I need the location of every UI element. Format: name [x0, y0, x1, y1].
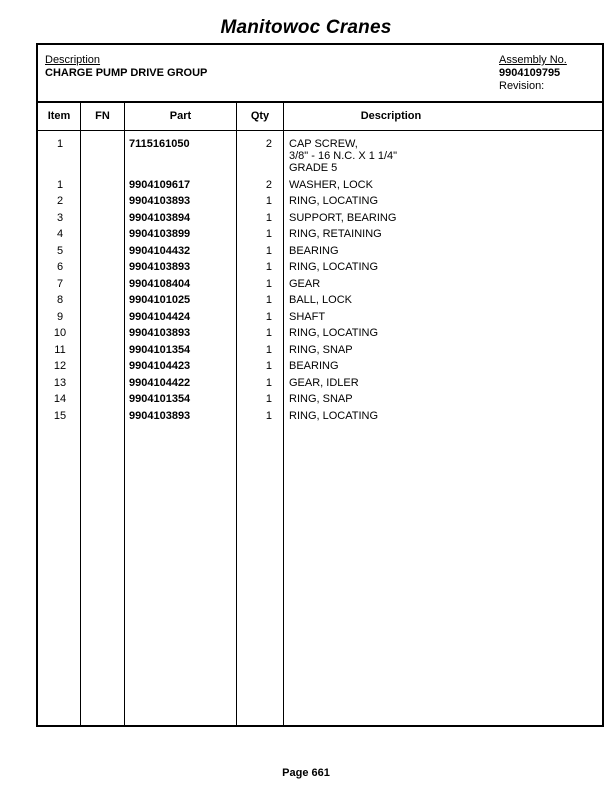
column-header-description: Description	[360, 110, 422, 122]
part-description	[289, 311, 325, 323]
part-description	[289, 344, 353, 356]
item-number: 11	[54, 343, 66, 356]
revision-label: Revision:	[499, 80, 545, 92]
part-number: 9904103893	[129, 327, 191, 339]
quantity: 1	[265, 211, 272, 224]
part-description	[289, 245, 339, 257]
table-row	[38, 261, 602, 278]
item-number: 9	[56, 310, 64, 323]
part-number: 9904109617	[129, 178, 191, 191]
quantity: 1	[265, 393, 272, 405]
description-line: RING, SNAP	[289, 393, 353, 405]
table-row	[38, 278, 602, 295]
item-number: 5	[56, 244, 64, 257]
quantity: 2	[265, 138, 272, 150]
description-line: BEARING	[289, 244, 339, 257]
description-line: SUPPORT, BEARING	[289, 211, 397, 224]
assembly-block	[499, 54, 567, 93]
quantity: 1	[265, 195, 272, 207]
part-number: 9904103893	[129, 409, 191, 422]
quantity: 2	[265, 178, 272, 191]
description-line: GEAR, IDLER	[289, 376, 359, 389]
part-number: 9904104424	[129, 310, 191, 323]
part-description	[289, 377, 359, 389]
quantity: 1	[265, 294, 272, 306]
part-number: 9904101354	[129, 393, 191, 405]
description-line: RING, LOCATING	[289, 261, 379, 273]
part-description	[289, 195, 378, 207]
description-line: WASHER, LOCK	[289, 178, 373, 191]
table-row	[38, 360, 602, 377]
part-description	[289, 278, 320, 290]
part-number: 9904103899	[129, 228, 191, 240]
part-description	[289, 261, 378, 273]
quantity: 1	[265, 228, 272, 240]
description-line: CAP SCREW,	[289, 138, 358, 150]
item-number: 2	[56, 195, 64, 207]
part-number: 7115161050	[129, 138, 190, 150]
description-line: RING, LOCATING	[289, 409, 379, 422]
table-row	[38, 410, 602, 427]
part-description	[289, 212, 396, 224]
item-number: 3	[56, 211, 64, 224]
quantity: 1	[265, 343, 272, 356]
page-title: Manitowoc Cranes	[220, 17, 392, 38]
page-number: Page 661	[282, 767, 330, 779]
table-row	[38, 344, 602, 361]
table-row	[38, 294, 602, 311]
assembly-label: Assembly No.	[499, 54, 567, 66]
column-header-fn: FN	[95, 110, 110, 122]
description-line: BALL, LOCK	[289, 294, 352, 306]
part-number: 9904104422	[129, 376, 191, 389]
column-header-qty: Qty	[250, 110, 270, 122]
part-description	[289, 360, 339, 372]
table-row	[38, 195, 602, 212]
description-line: GRADE 5	[289, 162, 338, 174]
part-description	[289, 228, 382, 240]
item-number: 1	[56, 138, 64, 150]
assembly-number: 9904109795	[499, 67, 561, 79]
part-number: 9904103893	[129, 195, 191, 207]
part-number: 9904101354	[129, 343, 191, 356]
item-number: 1	[56, 178, 64, 191]
part-description	[289, 393, 353, 405]
item-number: 4	[56, 228, 64, 240]
description-value: CHARGE PUMP DRIVE GROUP	[45, 67, 208, 79]
table-row	[38, 377, 602, 394]
part-number: 9904103893	[129, 261, 191, 273]
column-header-item: Item	[47, 110, 71, 122]
part-number: 9904103894	[129, 211, 191, 224]
description-line: RING, LOCATING	[289, 327, 379, 339]
description-label: Description	[45, 54, 101, 66]
assembly-header	[38, 45, 602, 103]
table-row	[38, 393, 602, 410]
item-number: 12	[53, 360, 67, 372]
table-row	[38, 311, 602, 328]
part-description	[289, 410, 378, 422]
table-row	[38, 327, 602, 344]
quantity: 1	[265, 261, 272, 273]
table-row	[38, 245, 602, 262]
part-number: 9904101025	[129, 294, 191, 306]
quantity: 1	[265, 310, 272, 323]
description-line: RING, SNAP	[289, 343, 353, 356]
quantity: 1	[265, 327, 272, 339]
table-row	[38, 212, 602, 229]
part-number: 9904104423	[129, 360, 191, 372]
item-number: 15	[53, 409, 67, 422]
item-number: 10	[53, 327, 67, 339]
description-line: GEAR	[289, 277, 321, 290]
item-number: 7	[56, 277, 64, 290]
part-description	[289, 327, 378, 339]
quantity: 1	[265, 360, 272, 372]
item-number: 6	[56, 261, 64, 273]
quantity: 1	[265, 244, 272, 257]
quantity: 1	[265, 376, 272, 389]
table-row	[38, 179, 602, 196]
part-number: 9904104432	[129, 244, 191, 257]
part-description	[289, 294, 352, 306]
table-row	[38, 138, 602, 179]
table-header	[38, 103, 602, 131]
description-line: BEARING	[289, 360, 339, 372]
part-description	[289, 138, 397, 174]
parts-list-frame	[36, 43, 604, 727]
description-line: RING, LOCATING	[289, 195, 379, 207]
description-line: 3/8" - 16 N.C. X 1 1/4"	[289, 150, 398, 162]
part-number: 9904108404	[129, 277, 191, 290]
description-block	[45, 54, 207, 80]
description-line: SHAFT	[289, 310, 326, 323]
item-number: 8	[56, 294, 64, 306]
quantity: 1	[265, 409, 272, 422]
description-line: RING, RETAINING	[289, 228, 382, 240]
column-header-part: Part	[169, 110, 192, 122]
quantity: 1	[265, 277, 272, 290]
item-number: 14	[53, 393, 67, 405]
table-row	[38, 228, 602, 245]
item-number: 13	[53, 376, 67, 389]
part-description	[289, 179, 373, 191]
